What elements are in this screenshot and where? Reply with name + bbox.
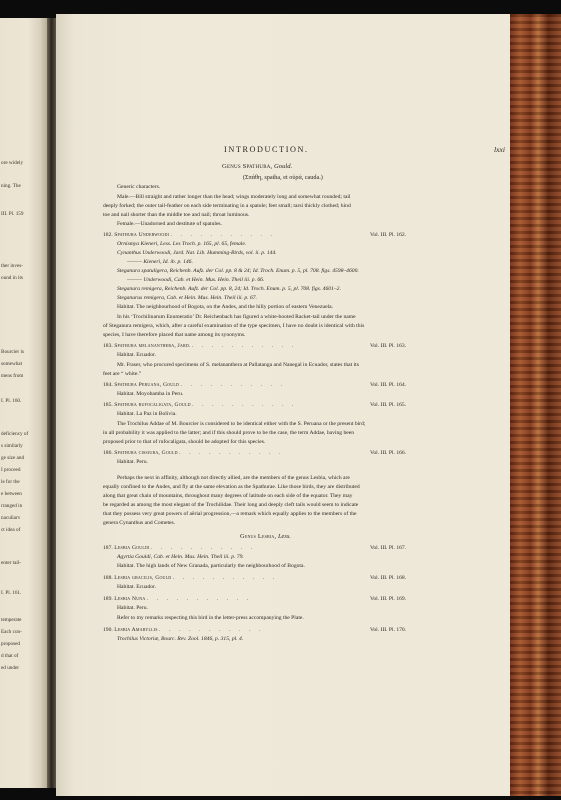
paragraph-line: that they possess very great powers of aërial progression,—a remark which equally applies to the members of the bbox=[103, 511, 357, 517]
left-page-line: Each con- bbox=[1, 629, 22, 635]
habitat-line: Habitat. Peru. bbox=[117, 605, 148, 611]
species-name: Spathura Underwoodi bbox=[114, 232, 170, 238]
page-number: lxxi bbox=[494, 145, 505, 154]
synonym-line: Steganura remigera, Reichenb. Aufz. der Col. pp. 8, 24; Id. Troch. Enum. p. 5, pl. 708. figs. 4601–2. bbox=[117, 286, 341, 292]
paragraph-line: Mr. Fraser, who procured specimens of S. melananthera at Pallatanga and Nanegal in Ecuador, states that its bbox=[117, 362, 359, 368]
leader-dots: . . . . . . . . . . . bbox=[179, 450, 285, 456]
habitat-line: Habitat. Moyobamba in Peru. bbox=[117, 391, 184, 397]
synonym-line: Steganura spatuligera, Reichenb. Aufz. der Col. pp. 8 & 24; Id. Troch. Enum. p. 5, pl. 708. figs. 4598–4600. bbox=[117, 268, 359, 274]
plate-reference: Vol. III. Pl. 164. bbox=[370, 382, 407, 388]
leader-dots: . . . . . . . . . . . bbox=[159, 627, 265, 633]
species-number: 189. bbox=[103, 596, 113, 602]
left-page-line: d that of bbox=[1, 653, 19, 659]
description-line: toe and nail shorter than the middle toe and nail; throat luminous. bbox=[103, 212, 250, 218]
genus-heading: Genus Spathura, Gould. bbox=[222, 163, 293, 170]
genus-heading: Genus Lesbia, Less. bbox=[240, 533, 291, 540]
book-gutter bbox=[47, 18, 56, 788]
species-name: Lesbia gracilis, Gould bbox=[114, 575, 172, 581]
left-page-line: naculiarv bbox=[1, 515, 21, 521]
paragraph-line: in all probability it was applied to the latter; and if this should prove to be the case, the term Addae, having been bbox=[103, 430, 355, 436]
synonym-line: ——— Kieneri, Id. ib. p. 146. bbox=[127, 259, 193, 265]
left-page-line: mens from bbox=[1, 373, 24, 379]
plate-reference: Vol. III. Pl. 163. bbox=[370, 343, 407, 349]
species-number: 188. bbox=[103, 575, 113, 581]
leader-dots: . . . . . . . . . . . bbox=[180, 382, 286, 388]
generic-characters: Generic characters. bbox=[117, 184, 161, 190]
habitat-line: Habitat. Ecuador. bbox=[117, 352, 156, 358]
left-page-line: ning. The bbox=[1, 183, 21, 189]
species-number: 183. bbox=[103, 343, 113, 349]
plate-reference: Vol. III. Pl. 168. bbox=[370, 575, 407, 581]
paragraph-line: In his ‘Trochilinarum Enumeratio’ Dr. Reichenbach has figured a white-booted Racket-tail under the name bbox=[117, 314, 356, 320]
left-page-line: I. Pl. 160. bbox=[1, 398, 22, 404]
left-page-line: temperate bbox=[1, 617, 22, 623]
paragraph-line: of Steganura remigera, which, after a careful examination of the type specimen, I have no doubt is identical with this bbox=[103, 323, 365, 329]
left-page-line: III. Pl. 159 bbox=[1, 211, 24, 217]
leader-dots: . . . . . . . . . . . bbox=[170, 232, 276, 238]
species-number: 186. bbox=[103, 450, 113, 456]
paragraph-line: feet are “ white.” bbox=[103, 371, 142, 377]
paragraph-line: along that great chain of mountains, throughout many degrees of latitude on each side of the equator. They may bbox=[103, 493, 353, 499]
description-line: Male.—Bill straight and rather longer than the head; wings moderately long and somewhat rounded; tail bbox=[117, 194, 351, 200]
habitat-line: Habitat. The neighbourhood of Bogota, on the Andes, and the hilly portion of eastern Venezuela. bbox=[117, 304, 334, 310]
left-page-line: le for the bbox=[1, 479, 20, 485]
left-page-line: ther inves- bbox=[1, 263, 24, 269]
leader-dots: . . . . . . . . . . . bbox=[172, 575, 278, 581]
plate-reference: Vol. III. Pl. 169. bbox=[370, 596, 407, 602]
plate-reference: Vol. III. Pl. 162. bbox=[370, 232, 407, 238]
species-entry bbox=[103, 343, 297, 350]
left-page-line: ore widely bbox=[1, 160, 24, 166]
synonym-line: Steganurus remigera, Cab. et Hein. Mus. Hein. Theil iii. p. 67. bbox=[117, 295, 257, 301]
plate-reference: Vol. III. Pl. 166. bbox=[370, 450, 407, 456]
species-entry bbox=[103, 545, 256, 552]
description-line: deeply forked; the outer tail-feather on each side terminating in a spatule; feet small; tarsi thickly clothed; hind bbox=[103, 203, 351, 209]
marbled-edge bbox=[510, 14, 561, 796]
leader-dots: . . . . . . . . . . . bbox=[151, 545, 257, 551]
left-page-line: s similarly bbox=[1, 443, 23, 449]
species-entry bbox=[103, 382, 286, 389]
paragraph-line: proposed prior to that of rufocaligata, should be adopted for this species. bbox=[103, 439, 266, 445]
species-entry bbox=[103, 575, 278, 582]
synonym-line: ——— Underwoodi, Cab. et Hein. Mus. Hein. Theil iii. p. 66. bbox=[127, 277, 265, 283]
left-page-line: e between bbox=[1, 491, 22, 497]
species-entry bbox=[103, 450, 284, 457]
leader-dots: . . . . . . . . . . . bbox=[146, 596, 252, 602]
left-page-line: I. Pl. 161. bbox=[1, 590, 22, 596]
habitat-line: Habitat. The high lands of New Granada, particularly the neighbourhood of Bogota. bbox=[117, 563, 305, 569]
species-name: Lesbia Gouldi bbox=[114, 545, 150, 551]
left-page-line: somewhat bbox=[1, 361, 23, 367]
paragraph-line: equally confined to the Andes, and fly at the same elevation as the Spathurae. Like those birds, they are distributed bbox=[103, 484, 360, 490]
left-page-line: ed under bbox=[1, 665, 20, 671]
species-number: 182. bbox=[103, 232, 113, 238]
left-page-line: Bourcier is bbox=[1, 349, 24, 355]
left-page-line: ound in its bbox=[1, 275, 23, 281]
left-page-line: ct idea of bbox=[1, 527, 21, 533]
left-page-line: I proceed bbox=[1, 467, 21, 473]
species-name: Lesbia Nuna bbox=[114, 596, 146, 602]
synonym-line: Ornismya Kieneri, Less. Les Troch. p. 165, pl. 65, female. bbox=[117, 241, 247, 247]
plate-reference: Vol. III. Pl. 165. bbox=[370, 402, 407, 408]
species-name: Lesbia Amaryllis bbox=[114, 627, 158, 633]
paragraph-line: be regarded as among the most elegant of the Trochilidae. Their long and deeply cleft tails would seem to indicate bbox=[103, 502, 359, 508]
habitat-line: Habitat. La Paz in Bolivia. bbox=[117, 411, 177, 417]
paragraph-line: The Trochilus Addae of M. Bourcier is considered to be identical either with the S. Peruana or the present bird; bbox=[117, 421, 366, 427]
synonym-line: Trochilus Victoriæ, Bourc. Rev. Zool. 1846, p. 315, pl. 4. bbox=[117, 636, 244, 642]
running-head: INTRODUCTION. bbox=[224, 145, 309, 154]
plate-reference: Vol. III. Pl. 170. bbox=[370, 627, 407, 633]
leader-dots: . . . . . . . . . . . bbox=[192, 402, 298, 408]
species-entry bbox=[103, 627, 264, 634]
plate-reference: Vol. III. Pl. 167. bbox=[370, 545, 407, 551]
left-page-line: proposed bbox=[1, 641, 21, 647]
leader-dots: . . . . . . . . . . . bbox=[191, 343, 297, 349]
paragraph-line: species, I have therefore placed that name among its synonyms. bbox=[103, 332, 246, 338]
paragraph-line: genera Cynanthus and Cometes. bbox=[103, 520, 176, 526]
species-entry bbox=[103, 232, 275, 239]
species-name: Spathura melananthera, Jard. bbox=[114, 343, 191, 349]
paragraph-line: Perhaps the next in affinity, although not directly allied, are the members of the genus Lesbia, which are bbox=[117, 475, 350, 481]
synonym-line: Agyrtia Gouldi, Cab. et Hein. Mus. Hein. Theil iii. p. 79. bbox=[117, 554, 244, 560]
paragraph-line: Refer to my remarks respecting this bird in the letter-press accompanying the Plate. bbox=[117, 615, 304, 621]
species-entry bbox=[103, 596, 252, 603]
species-number: 187. bbox=[103, 545, 113, 551]
species-name: Spathura cissiura, Gould bbox=[114, 450, 178, 456]
genus-etymology: (Σπάθη, spatha, et οὐρά, cauda.) bbox=[243, 174, 323, 181]
synonym-line: Cynanthus Underwoodi, Jard. Nat. Lib. Humming-Birds, vol. ii. p. 144. bbox=[117, 250, 277, 256]
species-number: 190. bbox=[103, 627, 113, 633]
species-number: 184. bbox=[103, 382, 113, 388]
habitat-line: Habitat. Ecuador. bbox=[117, 584, 156, 590]
species-name: Spathura Peruana, Gould bbox=[114, 382, 180, 388]
left-page-line: deficiency of bbox=[1, 431, 29, 437]
left-page-line: ge size and bbox=[1, 455, 25, 461]
left-page-line: enter tail- bbox=[1, 560, 22, 566]
habitat-line: Habitat. Peru. bbox=[117, 459, 148, 465]
description-line: Female.—Unadorned and destitute of spatules. bbox=[117, 221, 223, 227]
species-number: 185. bbox=[103, 402, 113, 408]
species-name: Spathura rufocaligata, Gould bbox=[114, 402, 191, 408]
left-page-edge bbox=[0, 18, 47, 788]
left-page-line: rranged in bbox=[1, 503, 23, 509]
species-entry bbox=[103, 402, 297, 409]
